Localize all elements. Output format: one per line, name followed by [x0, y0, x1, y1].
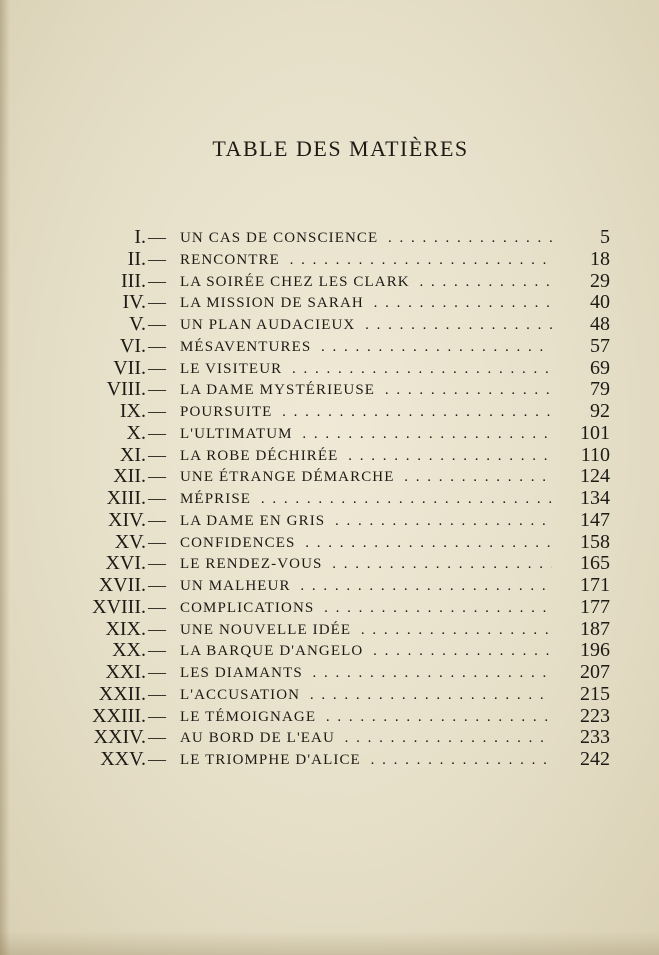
page-number: 101 [580, 421, 610, 444]
page-number: 124 [580, 465, 610, 488]
chapter-title: LE RENDEZ-VOUS [180, 556, 323, 573]
chapter-title: MÉSAVENTURES [180, 338, 312, 355]
chapter-title-leader [180, 291, 552, 313]
chapter-title: LA BARQUE D'ANGELO [180, 643, 364, 660]
chapter-number: XI. [119, 443, 146, 466]
separator-dash: — [148, 357, 166, 378]
page-number: 92 [590, 400, 610, 422]
page-number: 147 [580, 508, 610, 531]
toc-entry [0, 661, 659, 683]
chapter-title-leader [180, 378, 552, 400]
chapter-number: XVII. [98, 574, 146, 596]
chapter-number: XVI. [105, 552, 146, 575]
toc-entry [0, 335, 659, 357]
chapter-number: XX. [112, 639, 146, 662]
toc-entry [0, 291, 659, 313]
toc-entry [0, 726, 659, 748]
toc-entry [0, 357, 659, 379]
chapter-number: XIX. [105, 617, 146, 640]
separator-dash: — [148, 705, 166, 726]
chapter-title-leader [180, 748, 552, 770]
page-number: 223 [580, 704, 610, 727]
page-number: 110 [580, 443, 610, 466]
separator-dash: — [148, 379, 166, 400]
chapter-title: MÉPRISE [180, 491, 252, 507]
chapter-number: VII. [113, 356, 146, 379]
chapter-title-leader [180, 531, 552, 553]
toc-entry [0, 596, 659, 618]
chapter-title-leader [180, 248, 552, 270]
page-number: 158 [580, 530, 610, 553]
chapter-title: LE VISITEUR [180, 360, 283, 377]
toc-entry [0, 683, 659, 705]
separator-dash: — [148, 488, 166, 508]
chapter-title: LA DAME MYSTÉRIEUSE [180, 382, 376, 399]
toc-entry [0, 465, 659, 487]
chapter-number: X. [126, 421, 146, 444]
chapter-number: XVIII. [92, 595, 146, 618]
chapter-number: I. [134, 226, 146, 248]
chapter-title: POURSUITE [180, 404, 273, 420]
chapter-number: XXII. [98, 682, 146, 705]
page-number: 165 [580, 552, 610, 575]
chapter-title-leader [180, 400, 552, 422]
page-number: 134 [580, 487, 610, 509]
chapter-title: LA ROBE DÉCHIRÉE [180, 447, 339, 464]
chapter-title-leader [180, 726, 552, 748]
chapter-title-leader [180, 552, 552, 574]
separator-dash: — [148, 662, 166, 682]
toc-entry [0, 422, 659, 444]
toc-entry [0, 378, 659, 400]
separator-dash: — [148, 248, 166, 269]
chapter-number: XIII. [106, 487, 146, 509]
separator-dash: — [148, 618, 166, 639]
chapter-title: UN MALHEUR [180, 578, 291, 594]
chapter-title-leader [180, 335, 552, 357]
separator-dash: — [148, 596, 166, 617]
chapter-title: LES DIAMANTS [180, 665, 303, 681]
chapter-number: II. [127, 247, 146, 270]
separator-dash: — [148, 314, 166, 334]
separator-dash: — [148, 509, 166, 530]
chapter-title-leader [180, 661, 552, 683]
toc-entry [0, 270, 659, 292]
toc-entry [0, 313, 659, 335]
chapter-title-leader [180, 596, 552, 618]
chapter-title-leader [180, 574, 552, 596]
separator-dash: — [148, 727, 166, 748]
separator-dash: — [148, 553, 166, 574]
chapter-title-leader [180, 270, 552, 292]
toc-entry [0, 748, 659, 770]
separator-dash: — [148, 640, 166, 661]
separator-dash: — [148, 575, 166, 595]
toc-entry [0, 248, 659, 270]
chapter-title-leader [180, 705, 552, 727]
separator-dash: — [148, 444, 166, 465]
chapter-title: AU BORD DE L'EAU [180, 730, 335, 747]
toc-entry [0, 705, 659, 727]
toc-entry [0, 487, 659, 509]
chapter-number: XIV. [108, 508, 146, 531]
page-number: 57 [590, 334, 610, 357]
toc-entry [0, 226, 659, 248]
chapter-title-leader [180, 639, 552, 661]
separator-dash: — [148, 683, 166, 704]
chapter-title: RENCONTRE [180, 251, 280, 268]
page-bottom-shadow [0, 931, 659, 955]
chapter-number: XXIII. [92, 704, 146, 727]
chapter-title-leader [180, 465, 552, 487]
page-number: 18 [590, 247, 610, 270]
toc-entry [0, 618, 659, 640]
chapter-title: CONFIDENCES [180, 534, 296, 551]
toc-entry [0, 444, 659, 466]
chapter-title-leader [180, 313, 552, 335]
chapter-title: UN CAS DE CONSCIENCE [180, 230, 379, 246]
page-number: 233 [580, 726, 610, 749]
page-number: 5 [600, 226, 610, 248]
chapter-title-leader [180, 618, 552, 640]
chapter-title: LE TÉMOIGNAGE [180, 708, 317, 725]
page-number: 79 [590, 378, 610, 401]
toc-entry [0, 574, 659, 596]
chapter-title-leader [180, 683, 552, 705]
chapter-title-leader [180, 422, 552, 444]
toc-entry [0, 400, 659, 422]
chapter-number: XXI. [105, 661, 146, 683]
chapter-title: UN PLAN AUDACIEUX [180, 317, 356, 333]
chapter-number: VI. [119, 334, 146, 357]
separator-dash: — [148, 531, 166, 552]
chapter-title: COMPLICATIONS [180, 599, 315, 616]
chapter-title: UNE NOUVELLE IDÉE [180, 621, 352, 638]
chapter-title: UNE ÉTRANGE DÉMARCHE [180, 469, 395, 486]
separator-dash: — [148, 466, 166, 487]
separator-dash: — [148, 335, 166, 356]
chapter-title: LA DAME EN GRIS [180, 512, 326, 529]
page-number: 40 [590, 291, 610, 314]
separator-dash: — [148, 749, 166, 769]
chapter-title: L'ACCUSATION [180, 686, 301, 703]
chapter-number: V. [129, 313, 146, 335]
chapter-title-leader [180, 509, 552, 531]
chapter-number: IV. [122, 291, 146, 314]
separator-dash: — [148, 401, 166, 421]
separator-dash: — [148, 292, 166, 313]
chapter-title: L'ULTIMATUM [180, 425, 293, 442]
page-number: 207 [580, 661, 610, 683]
chapter-number: XXIV. [93, 726, 146, 749]
page-number: 242 [580, 748, 610, 770]
chapter-title-leader [180, 444, 552, 466]
chapter-title: LA MISSION DE SARAH [180, 295, 364, 312]
page-number: 29 [590, 269, 610, 292]
page-number: 171 [580, 574, 610, 596]
chapter-title-leader [180, 357, 552, 379]
chapter-title: LE TRIOMPHE D'ALICE [180, 752, 361, 768]
chapter-number: IX. [119, 400, 146, 422]
chapter-number: XXV. [100, 748, 146, 770]
separator-dash: — [148, 422, 166, 443]
chapter-number: VIII. [106, 378, 146, 401]
chapter-number: XV. [114, 530, 146, 553]
page-number: 69 [590, 356, 610, 379]
toc-entry [0, 509, 659, 531]
chapter-number: III. [121, 269, 146, 292]
toc-entry [0, 552, 659, 574]
chapter-title-leader [180, 226, 552, 248]
toc-entry [0, 531, 659, 553]
toc-entry [0, 639, 659, 661]
separator-dash: — [148, 270, 166, 291]
page-title: TABLE DES MATIÈRES [212, 136, 469, 161]
separator-dash: — [148, 227, 166, 247]
page-number: 48 [590, 313, 610, 335]
chapter-number: XII. [113, 465, 146, 488]
chapter-title: LA SOIRÉE CHEZ LES CLARK [180, 273, 410, 290]
page-number: 187 [580, 617, 610, 640]
chapter-title-leader [180, 487, 552, 509]
page-number: 177 [580, 595, 610, 618]
page-number: 215 [580, 682, 610, 705]
page-number: 196 [580, 639, 610, 662]
